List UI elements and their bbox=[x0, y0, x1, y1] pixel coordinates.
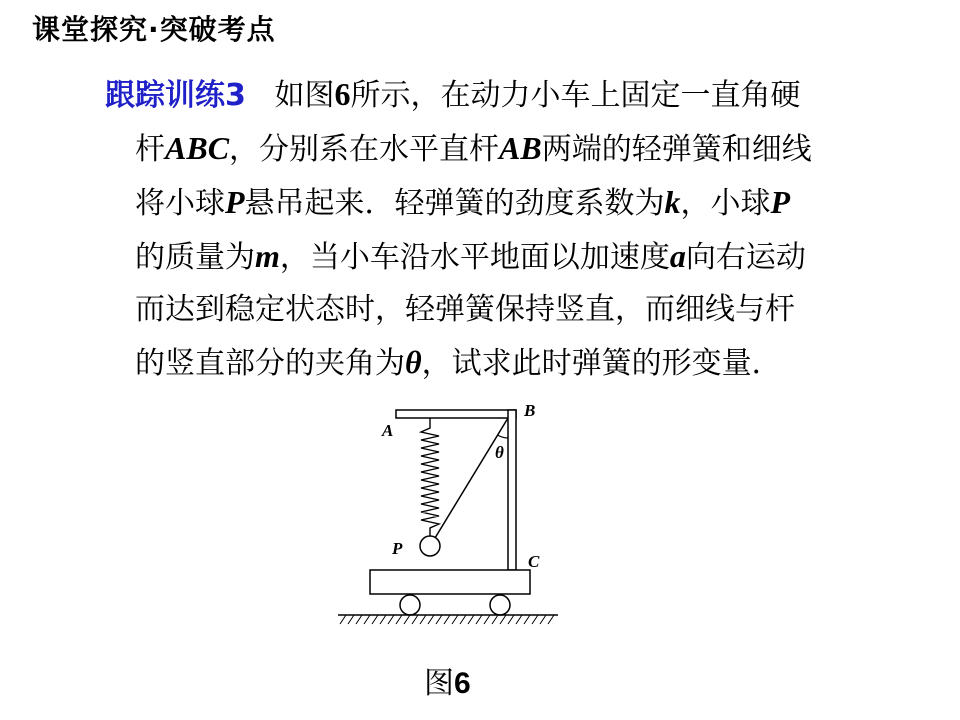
exercise-label: 跟踪训练3 bbox=[105, 78, 246, 113]
problem-line-3 bbox=[105, 176, 865, 230]
problem-line-5 bbox=[105, 284, 865, 336]
wheel-left bbox=[400, 595, 420, 615]
text-segment: 而达到稳定状态时，轻弹簧保持竖直，而细线与杆 bbox=[135, 292, 795, 327]
label-b: B bbox=[524, 401, 536, 420]
var-m: m bbox=[255, 238, 280, 274]
var-p: P bbox=[225, 184, 245, 220]
cart-spring-diagram bbox=[320, 392, 580, 640]
var-p: P bbox=[770, 184, 791, 220]
spring bbox=[421, 418, 439, 536]
var-abc: ABC bbox=[165, 130, 230, 166]
rod-ab bbox=[396, 410, 516, 418]
text-segment: ，分别系在水平直杆 bbox=[229, 132, 500, 167]
problem-line-6 bbox=[105, 336, 865, 390]
var-theta: θ bbox=[405, 344, 422, 380]
wheel-right bbox=[490, 595, 510, 615]
angle-arc bbox=[498, 435, 508, 438]
text-segment: 所示，在动力小车上固定一直角硬 bbox=[350, 78, 801, 113]
caption-number: 6 bbox=[454, 667, 471, 700]
label-theta: θ bbox=[495, 443, 504, 462]
var-k: k bbox=[664, 184, 681, 220]
problem-line-1 bbox=[105, 68, 865, 122]
text-segment: 向右运动 bbox=[685, 240, 806, 275]
text-segment: 如图 bbox=[274, 78, 335, 113]
text-segment: ，当小车沿水平地面以加速度 bbox=[279, 240, 670, 275]
text-segment: ，试求此时弹簧的形变量． bbox=[421, 346, 782, 381]
thread bbox=[435, 418, 508, 538]
text-segment: 两端的轻弹簧和细线 bbox=[541, 132, 812, 167]
figure-caption bbox=[424, 658, 471, 702]
text-segment: 将小球 bbox=[135, 186, 225, 221]
text-segment: ，小球 bbox=[680, 186, 771, 221]
section-header: 课堂探究·突破考点 bbox=[32, 13, 276, 46]
text-segment: 悬吊起来．轻弹簧的劲度系数为 bbox=[244, 186, 665, 221]
var-ab: AB bbox=[499, 130, 542, 166]
figure-number: 6 bbox=[334, 76, 351, 112]
text-segment: 杆 bbox=[135, 132, 165, 167]
problem-line-2 bbox=[105, 122, 865, 176]
var-a: a bbox=[669, 238, 686, 274]
ground-hatching bbox=[340, 615, 554, 624]
problem-line-4 bbox=[105, 230, 865, 284]
rod-bc bbox=[508, 410, 516, 570]
problem-text bbox=[105, 68, 865, 390]
caption-prefix: 图 bbox=[424, 666, 454, 701]
label-c: C bbox=[528, 552, 540, 571]
text-segment: 的质量为 bbox=[135, 240, 255, 275]
ball-p bbox=[420, 536, 440, 556]
label-a: A bbox=[382, 421, 394, 440]
cart-body bbox=[370, 570, 530, 594]
label-p: P bbox=[392, 539, 403, 558]
text-segment: 的竖直部分的夹角为 bbox=[135, 346, 405, 381]
